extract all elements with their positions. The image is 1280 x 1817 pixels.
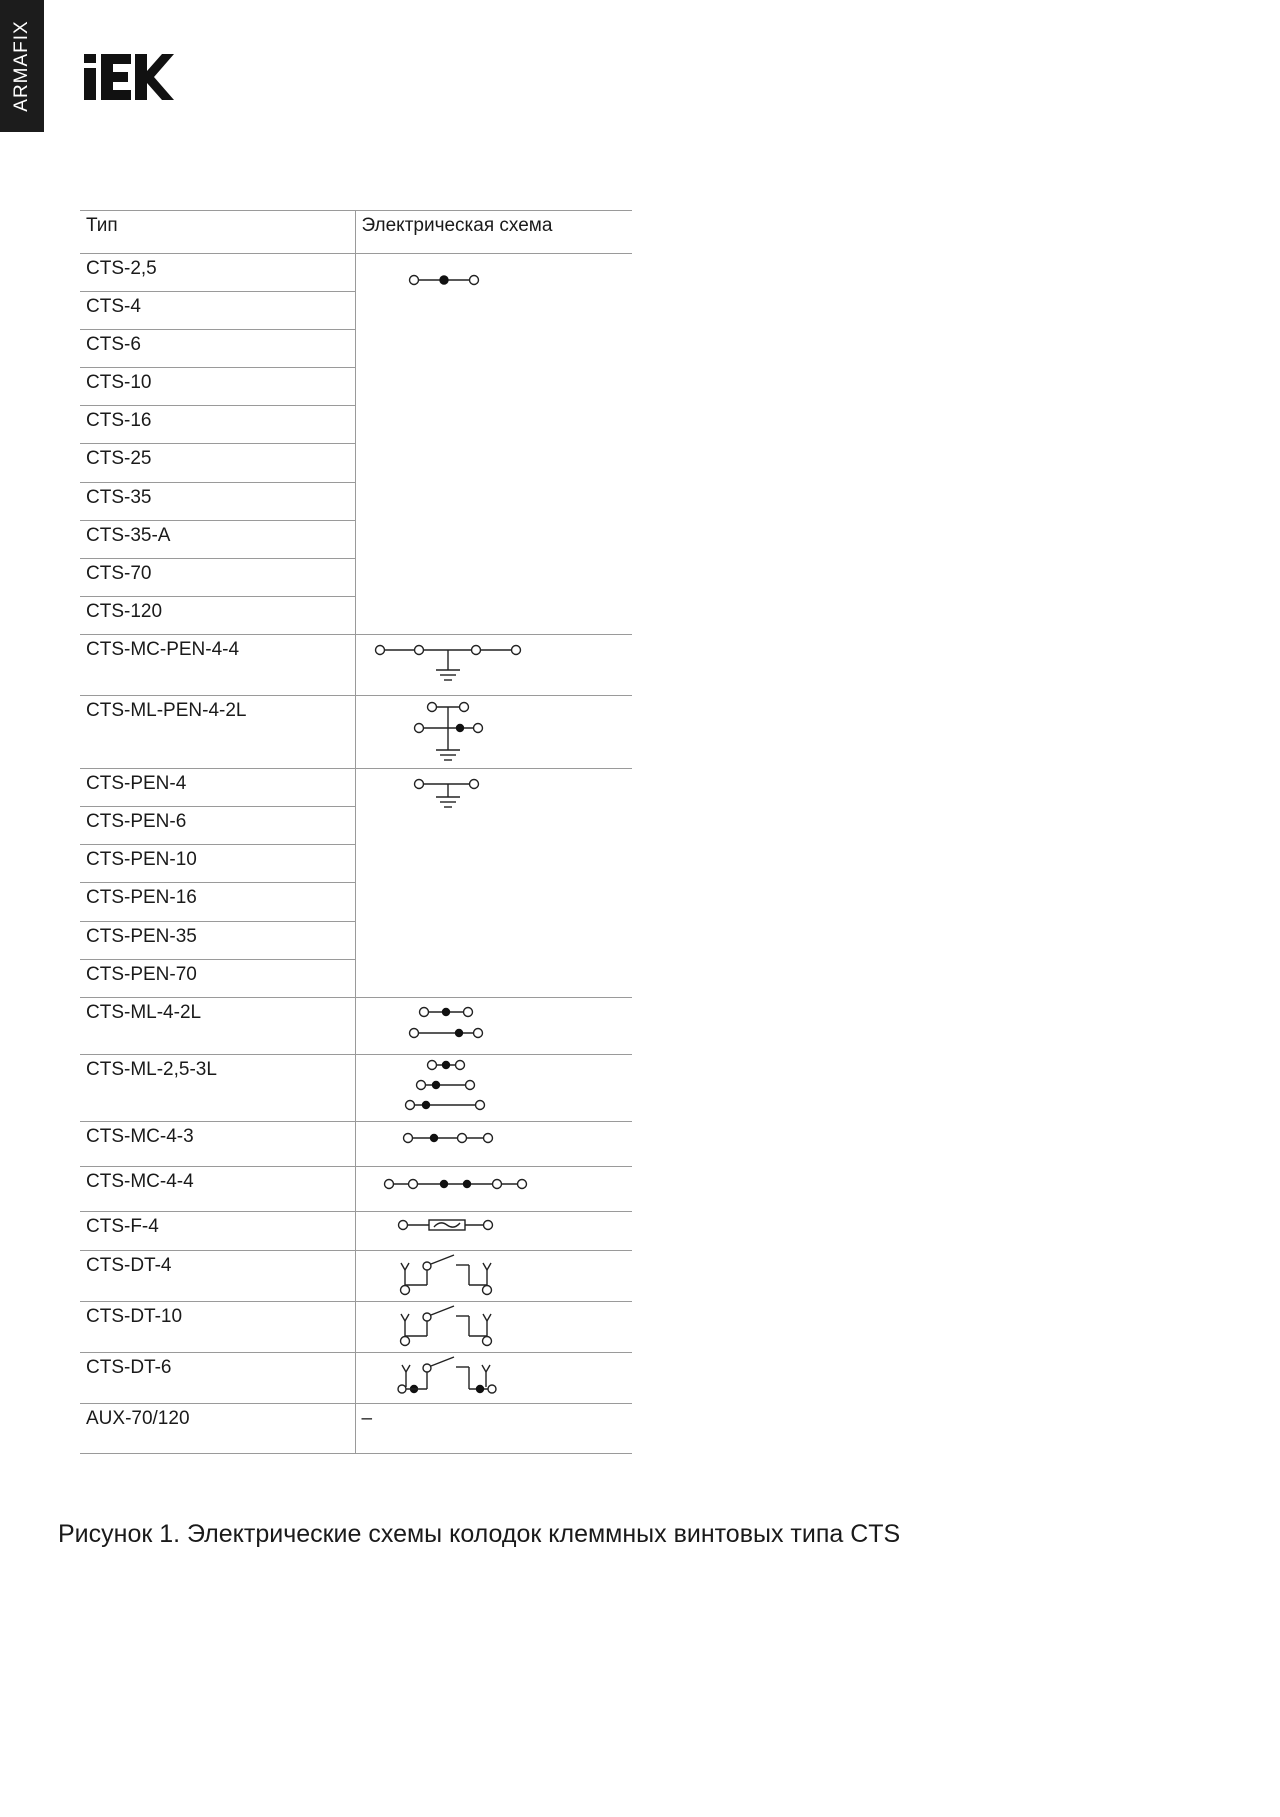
type-cell: CTS-PEN-4 — [80, 769, 355, 807]
type-cell: CTS-PEN-70 — [80, 959, 355, 997]
type-cell: CTS-70 — [80, 558, 355, 596]
table-row — [80, 769, 632, 807]
type-cell: CTS-F-4 — [80, 1212, 355, 1251]
schema-cell — [355, 1167, 632, 1212]
schema-table — [80, 210, 632, 1454]
type-cell: CTS-35-A — [80, 520, 355, 558]
schema-multi-contact-4 — [356, 1167, 633, 1211]
schema-two-level — [356, 998, 633, 1054]
type-cell: CTS-DT-4 — [80, 1251, 355, 1302]
side-brand-label: ARMAFIX — [11, 20, 32, 112]
table-row — [80, 1167, 632, 1212]
table-row — [80, 254, 632, 292]
table-row — [80, 1302, 632, 1353]
type-cell: AUX-70/120 — [80, 1404, 355, 1454]
type-cell: CTS-MC-4-3 — [80, 1122, 355, 1167]
schema-three-level — [356, 1055, 633, 1121]
table-row — [80, 635, 632, 696]
type-cell: CTS-4 — [80, 292, 355, 330]
type-cell: CTS-2,5 — [80, 254, 355, 292]
table-row — [80, 1122, 632, 1167]
schema-cell — [355, 1251, 632, 1302]
type-cell: CTS-PEN-35 — [80, 921, 355, 959]
schema-cell — [355, 696, 632, 769]
schema-through-terminal — [356, 254, 633, 634]
type-cell: CTS-120 — [80, 596, 355, 634]
schema-cell — [355, 1404, 632, 1454]
table-row — [80, 1055, 632, 1122]
schema-cell — [355, 1302, 632, 1353]
schema-pen-terminal — [356, 769, 633, 997]
header-schema: Электрическая схема — [355, 211, 632, 254]
type-cell: CTS-ML-2,5-3L — [80, 1055, 355, 1122]
type-cell: CTS-MC-4-4 — [80, 1167, 355, 1212]
type-cell: CTS-DT-6 — [80, 1353, 355, 1404]
table-row — [80, 1404, 632, 1454]
table-row — [80, 998, 632, 1055]
schema-cell — [355, 769, 632, 998]
type-cell: CTS-PEN-10 — [80, 845, 355, 883]
schema-fuse-terminal — [356, 1212, 633, 1250]
schema-disconnect-terminal — [356, 1251, 633, 1301]
schema-cell — [355, 1122, 632, 1167]
type-cell: CTS-DT-10 — [80, 1302, 355, 1353]
table-row — [80, 1212, 632, 1251]
schema-multi-contact-3 — [356, 1122, 633, 1166]
schema-cell — [355, 1353, 632, 1404]
table-header-row — [80, 211, 632, 254]
figure-caption: Рисунок 1. Электрические схемы колодок клеммных винтовых типа CTS — [58, 1520, 901, 1548]
schema-cell — [355, 635, 632, 696]
side-brand-tab — [0, 0, 44, 132]
type-cell: CTS-35 — [80, 482, 355, 520]
type-cell: CTS-PEN-6 — [80, 807, 355, 845]
iek-logo — [84, 54, 174, 100]
no-schema-dash: – — [361, 1408, 373, 1429]
schema-disconnect-terminal-double — [356, 1353, 633, 1403]
type-cell: CTS-25 — [80, 444, 355, 482]
type-cell: CTS-ML-PEN-4-2L — [80, 696, 355, 769]
schema-cell — [355, 998, 632, 1055]
schema-cell — [355, 1055, 632, 1122]
table-row — [80, 1251, 632, 1302]
header-type: Тип — [80, 211, 355, 254]
table-row — [80, 696, 632, 769]
schema-disconnect-terminal — [356, 1302, 633, 1352]
schema-pen-multilevel — [356, 635, 633, 695]
schema-cell — [355, 254, 632, 635]
type-cell: CTS-MC-PEN-4-4 — [80, 635, 355, 696]
type-cell: CTS-PEN-16 — [80, 883, 355, 921]
type-cell: CTS-6 — [80, 330, 355, 368]
type-cell: CTS-10 — [80, 368, 355, 406]
schema-cell — [355, 1212, 632, 1251]
type-cell: CTS-ML-4-2L — [80, 998, 355, 1055]
type-cell: CTS-16 — [80, 406, 355, 444]
table-row — [80, 1353, 632, 1404]
schema-pen-two-level — [356, 696, 633, 768]
